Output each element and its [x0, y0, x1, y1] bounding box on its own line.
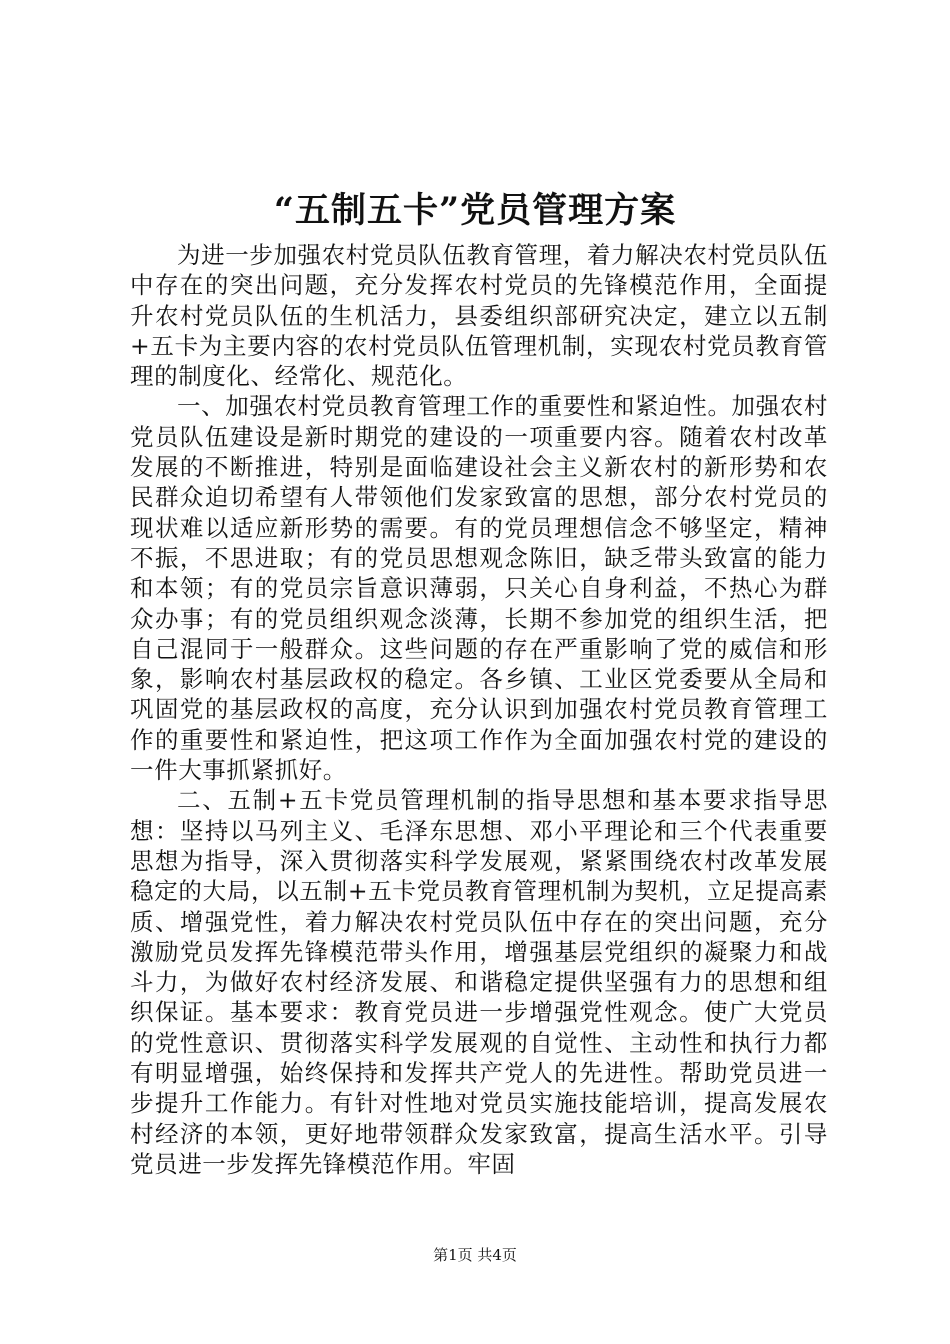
document-title: “五制五卡”党员管理方案	[273, 190, 677, 231]
section-two-paragraph: 二、五制+五卡党员管理机制的指导思想和基本要求指导思想：坚持以马列主义、毛泽东思想、邓小平理论和三个代表重要思想为指导，深入贯彻落实科学发展观，紧紧围绕农村改革发展稳定的大局，以五制+五卡党员教育管理机制为契机，立足提高素质、增强党性，着力解决农村党员队伍中存在的突出问题，充分激励党员发挥先锋模范带头作用，增强基层党组织的凝聚力和战斗力，为做好农村经济发展、和谐稳定提供坚强有力的思想和组织保证。基本要求：教育党员进一步增强党性观念。使广大党员的党性意识、贯彻落实科学发展观的自觉性、主动性和执行力都有明显增强，始终保持和发挥共产党人的先进性。帮助党员进一步提升工作能力。有针对性地对党员实施技能培训，提高发展农村经济的本领，更好地带领群众发家致富，提高生活水平。引导党员进一步发挥先锋模范作用。牢固	[130, 786, 828, 1178]
section-one-paragraph: 一、加强农村党员教育管理工作的重要性和紧迫性。加强农村党员队伍建设是新时期党的建设的一项重要内容。随着农村改革发展的不断推进，特别是面临建设社会主义新农村的新形势和农民群众迫切希望有人带领他们发家致富的思想，部分农村党员的现状难以适应新形势的需要。有的党员理想信念不够坚定，精神不振，不思进取；有的党员思想观念陈旧，缺乏带头致富的能力和本领；有的党员宗旨意识薄弱，只关心自身利益，不热心为群众办事；有的党员组织观念淡薄，长期不参加党的组织生活，把自己混同于一般群众。这些问题的存在严重影响了党的威信和形象，影响农村基层政权的稳定。各乡镇、工业区党委要从全局和巩固党的基层政权的高度，充分认识到加强农村党员教育管理工作的重要性和紧迫性，把这项工作作为全面加强农村党的建设的一件大事抓紧抓好。	[130, 392, 828, 785]
page-number-footer: 第1页 共4页	[433, 1246, 517, 1264]
document-body	[130, 240, 828, 1179]
intro-paragraph: 为进一步加强农村党员队伍教育管理，着力解决农村党员队伍中存在的突出问题，充分发挥农村党员的先锋模范作用，全面提升农村党员队伍的生机活力，县委组织部研究决定，建立以五制+五卡为主要内容的农村党员队伍管理机制，实现农村党员教育管理的制度化、经常化、规范化。	[130, 241, 828, 391]
